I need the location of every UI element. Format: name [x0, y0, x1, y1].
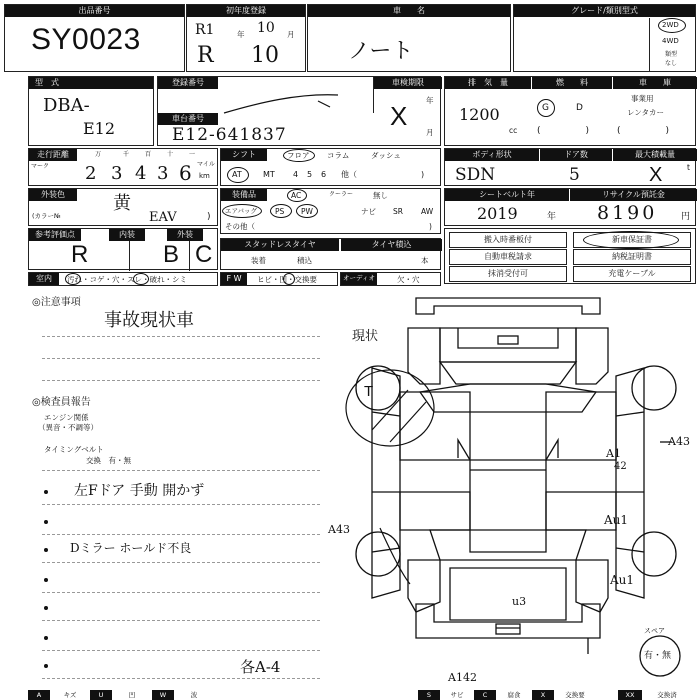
- drive-2wd: 2WD: [662, 21, 679, 29]
- left-side: [372, 368, 400, 598]
- fuel-d: D: [576, 103, 583, 113]
- left-rear-door: [400, 492, 470, 530]
- first-registration-month-hand: 10: [251, 43, 279, 68]
- diagram-label: 現状: [352, 329, 379, 344]
- equip-airbag: エアバッグ: [225, 207, 257, 215]
- mark-a142: A142: [448, 671, 477, 684]
- model-name-value: ノート: [348, 39, 414, 64]
- first-registration-era: R1: [195, 22, 215, 38]
- inspector-rule-2: [42, 534, 320, 535]
- interior-condition-text: 汚れ・コゲ・穴・スレ・破れ・シミ: [67, 275, 187, 284]
- legend-a-text: キズ: [63, 691, 77, 699]
- legend-xx-text: 交換済: [657, 691, 677, 699]
- score-box: [28, 228, 218, 270]
- remark-1: 左Fドア 手動 開かず: [74, 483, 205, 499]
- right-front-fender: [576, 328, 608, 384]
- doors-label: ドア数: [540, 149, 612, 161]
- color-code-label: (カラー№: [32, 212, 61, 220]
- color-code-close: ): [207, 212, 211, 222]
- mileage-digit-0: 2: [85, 163, 97, 184]
- doc-warranty: 新車保証書: [573, 232, 691, 248]
- mileage-unit-mile: マイル: [197, 161, 215, 168]
- fuel-paren: ( ): [537, 126, 590, 136]
- mileage-place-1: 千: [123, 151, 130, 158]
- exterior-label: 外装: [167, 229, 203, 241]
- legend-s-text: サビ: [450, 691, 464, 699]
- vehicle-class-label: 車 庫: [613, 77, 697, 89]
- fuel-label: 燃 料: [532, 77, 612, 89]
- seatbelt-label: シートベルト年: [445, 189, 569, 201]
- notes-rule-3: [42, 380, 320, 381]
- shift-6: 6: [321, 170, 327, 179]
- registration-squiggle: [218, 83, 368, 117]
- remark-bullet-6: [44, 636, 48, 640]
- remark-2: Dミラー ホールド不良: [70, 541, 192, 555]
- mark-au1-a: Au1: [604, 513, 629, 527]
- color-box: [28, 188, 218, 226]
- displacement-unit: cc: [509, 126, 518, 135]
- shift-5: 5: [307, 170, 313, 179]
- interior-label: 内装: [109, 229, 145, 241]
- first-registration-year-hand: R: [197, 43, 214, 68]
- inspection-divider: [373, 77, 374, 113]
- interior-scuff-circle: [133, 273, 149, 285]
- model-name-label: 車 名: [308, 5, 510, 17]
- legend-u-key: U: [90, 690, 112, 700]
- shift-floor: フロア: [287, 151, 310, 160]
- type-none: なし: [665, 60, 678, 67]
- drive-2wd-circle: [658, 18, 686, 33]
- mileage-digit-4: 6: [179, 161, 192, 185]
- timing-sub: 交換 有・無: [86, 456, 131, 465]
- rear-bumper: [416, 604, 600, 638]
- month-suffix: 月: [287, 30, 295, 39]
- shift-dash: ダッシュ: [371, 151, 401, 160]
- model-code-line2: E12: [83, 119, 116, 138]
- legend-c-key: C: [474, 690, 496, 700]
- inspection-year: 年: [426, 96, 434, 105]
- seatbelt-suffix: 年: [547, 212, 557, 222]
- tire-load-count: 本: [421, 256, 429, 265]
- equip-sr: SR: [393, 207, 403, 216]
- model-code-line1: DBA-: [43, 95, 90, 116]
- fw-label: F W: [221, 273, 247, 285]
- rear-window: [430, 530, 586, 560]
- equip-pw: PW: [301, 207, 313, 216]
- first-registration-label: 初年度登録: [187, 5, 305, 17]
- notes-label: ◎注意事項: [32, 297, 81, 308]
- legend-w-text: 波: [190, 691, 198, 699]
- legend-x-key: X: [532, 690, 554, 700]
- left-front-door: [400, 392, 470, 460]
- mark-a43-left: A43: [328, 523, 350, 536]
- seatbelt-year: 2019: [477, 204, 518, 223]
- engine-label: エンジン関係: [44, 413, 89, 422]
- displacement-value: 1200: [459, 105, 500, 124]
- front-bumper: [416, 298, 600, 314]
- drive-4wd: 4WD: [662, 37, 679, 45]
- audio-text: 欠・穴: [397, 275, 420, 284]
- front-left-wheel: [356, 366, 400, 410]
- timing-label: タイミングベルト: [44, 445, 104, 454]
- mark-a1-42-bottom: 42: [614, 461, 627, 472]
- front-right-wheel: [632, 366, 676, 410]
- engine-sub: （異音・不調等）: [38, 423, 98, 432]
- doc-charging-cable: 充電ケーブル: [573, 266, 691, 282]
- mileage-place-0: 万: [95, 151, 102, 158]
- legend-a-key: A: [28, 690, 50, 700]
- recycle-amount: 8190: [597, 202, 658, 224]
- studless-fitted: 装着: [251, 256, 266, 265]
- legend-strip: [28, 690, 696, 700]
- score-value: R: [71, 241, 89, 268]
- equip-ps: PS: [275, 207, 285, 216]
- mileage-mark-label: マーク: [31, 163, 50, 170]
- legend-c-text: 腐食: [507, 691, 521, 699]
- docs-box: [444, 228, 696, 284]
- remark-bullet-5: [44, 606, 48, 610]
- capacity-label: 最大積載量: [613, 149, 697, 161]
- notes-rule-1: [42, 336, 320, 337]
- legend-xx-key: XX: [618, 690, 642, 700]
- seatbelt-box: [444, 188, 696, 226]
- equip-navi: ナビ: [361, 207, 376, 216]
- body-type-value: SDN: [455, 165, 496, 185]
- interior-value: B: [163, 241, 180, 268]
- vehicle-class-business: 事業用: [631, 94, 654, 103]
- shift-4: 4: [293, 170, 299, 179]
- score-divider-1: [129, 241, 130, 271]
- right-side: [616, 368, 644, 598]
- notes-rule-2: [42, 358, 320, 359]
- remark-bullet-3: [44, 548, 48, 552]
- score-label: 参考評価点: [29, 229, 81, 241]
- legend-w-key: W: [152, 690, 174, 700]
- registration-label: 登録番号: [158, 77, 218, 89]
- capacity-unit: t: [687, 163, 690, 172]
- exterior-value: C: [195, 241, 213, 268]
- inspector-rule-6: [42, 650, 320, 651]
- model-code-label: 型 式: [29, 77, 153, 89]
- displacement-label: 排 気 量: [445, 77, 531, 89]
- audio-label: オーディオ: [341, 273, 377, 285]
- shift-mt: MT: [263, 170, 275, 179]
- fuel-g: G: [542, 103, 549, 113]
- shift-other: 他（: [341, 170, 357, 179]
- interior-condition-label: 室内: [29, 273, 59, 285]
- doc-tax: 自動車税請求: [449, 249, 567, 265]
- inspector-rule-0: [42, 470, 320, 471]
- mark-a43-right: A43: [668, 435, 690, 448]
- mark-u3: u3: [512, 595, 527, 608]
- model-code-box: [28, 76, 154, 146]
- capacity-mark: X: [649, 164, 663, 186]
- chassis-label: 車台番号: [158, 113, 218, 125]
- inspection-month: 月: [426, 128, 434, 137]
- fw-box: [220, 272, 338, 286]
- inspector-rule-4: [42, 592, 320, 593]
- registration-box: [157, 76, 441, 146]
- shift-label: シフト: [221, 149, 267, 161]
- doors-value: 5: [569, 165, 580, 185]
- legend-s-key: S: [418, 690, 440, 700]
- inspection-label: 車検期限: [374, 77, 442, 89]
- first-registration-month: 10: [257, 20, 275, 36]
- mark-au1-b: Au1: [610, 573, 635, 587]
- vehicle-class-paren: ( ): [617, 126, 670, 136]
- equip-cooler: クーラー: [329, 191, 354, 198]
- grade-box: [513, 4, 696, 72]
- remark-bullet-7: [44, 664, 48, 668]
- front-hood: [440, 328, 576, 362]
- rear-left-wheel: [356, 532, 400, 576]
- legend-x-text: 交換要: [565, 691, 585, 699]
- mileage-label: 走行距離: [29, 149, 77, 161]
- mileage-place-2: 百: [145, 151, 152, 158]
- trunk: [450, 568, 566, 620]
- inspection-mark: X: [390, 101, 408, 131]
- audio-box: [340, 272, 441, 286]
- notes-line1: 事故現状車: [104, 310, 194, 331]
- lot-label: 出品番号: [5, 5, 184, 17]
- mileage-box: [28, 148, 218, 186]
- doc-warranty-circle: [583, 231, 679, 249]
- studless-box: [220, 238, 441, 270]
- color-code: EAV: [149, 210, 177, 225]
- rear-right-wheel: [632, 532, 676, 576]
- mileage-digit-3: 3: [157, 163, 169, 184]
- inspector-rule-5: [42, 620, 320, 621]
- shift-at: AT: [232, 170, 242, 179]
- front-grille: [440, 362, 576, 384]
- inspector-rule-1: [42, 504, 320, 505]
- year-suffix: 年: [237, 30, 245, 39]
- mark-t: T: [364, 383, 374, 400]
- mileage-digit-2: 4: [135, 163, 147, 184]
- studless-label: スタッドレスタイヤ: [221, 239, 339, 251]
- spare-value: 有・無: [644, 651, 672, 661]
- inspector-label: ◎検査員報告: [32, 397, 91, 408]
- remark-bullet-2: [44, 520, 48, 524]
- grade-label: グレード/類別型式: [514, 5, 695, 17]
- equip-other-close: ): [429, 222, 432, 231]
- doc-plate: 搬入時番板付: [449, 232, 567, 248]
- drive-options: [649, 18, 695, 72]
- shift-column: コラム: [327, 151, 350, 160]
- mileage-place-3: 十: [167, 151, 174, 158]
- spare-label: スペア: [644, 627, 665, 635]
- first-registration-box: [186, 4, 306, 72]
- displacement-box: [444, 76, 696, 146]
- doc-tax-cert: 納税証明書: [573, 249, 691, 265]
- body-type-label: ボディ形状: [445, 149, 539, 161]
- chassis-number: E12-641837: [172, 125, 287, 145]
- equip-other: その他（: [225, 222, 255, 231]
- interior-condition-box: [28, 272, 218, 286]
- remark-bullet-4: [44, 578, 48, 582]
- equip-aw: AW: [421, 207, 434, 216]
- fw-dent-circle: [283, 273, 295, 285]
- car-diagram: [320, 292, 700, 692]
- score-divider-2: [189, 241, 190, 271]
- equipment-box: [220, 188, 441, 234]
- mileage-unit-km: km: [199, 172, 210, 180]
- doc-deregistration: 抹消受付可: [449, 266, 567, 282]
- shift-other-close: ): [421, 170, 425, 179]
- mileage-place-4: 一: [189, 151, 196, 158]
- studless-loaded: 積込: [297, 256, 312, 265]
- recycle-suffix: 円: [681, 212, 691, 222]
- recycle-label: リサイクル預託金: [570, 189, 697, 201]
- color-label: 外装色: [29, 189, 77, 201]
- inspector-rule-3: [42, 562, 320, 563]
- remark-bullet-1: [44, 490, 48, 494]
- lot-box: [4, 4, 185, 72]
- equip-ac: AC: [291, 191, 302, 200]
- equipment-label: 装備品: [221, 189, 267, 201]
- body-box: [444, 148, 696, 186]
- model-name-box: [307, 4, 511, 72]
- mark-a1-42-top: A1: [606, 447, 621, 460]
- mileage-digit-1: 3: [111, 163, 123, 184]
- shift-box: [220, 148, 441, 186]
- color-value: 黄: [113, 193, 131, 214]
- vehicle-class-rental: レンタカー: [627, 108, 665, 117]
- fw-text: ヒビ・凹・交換要: [257, 275, 317, 284]
- lot-number: SY0023: [31, 23, 141, 56]
- remark-3: 各A-4: [240, 658, 281, 676]
- windshield: [420, 384, 596, 412]
- tire-load-label: タイヤ積込: [341, 239, 442, 251]
- interior-dirt-circle: [65, 273, 81, 285]
- legend-u-text: 凹: [128, 691, 136, 699]
- inspector-rule-7: [42, 678, 320, 679]
- equip-none: 無し: [373, 191, 388, 200]
- type-class: 類型: [665, 51, 678, 58]
